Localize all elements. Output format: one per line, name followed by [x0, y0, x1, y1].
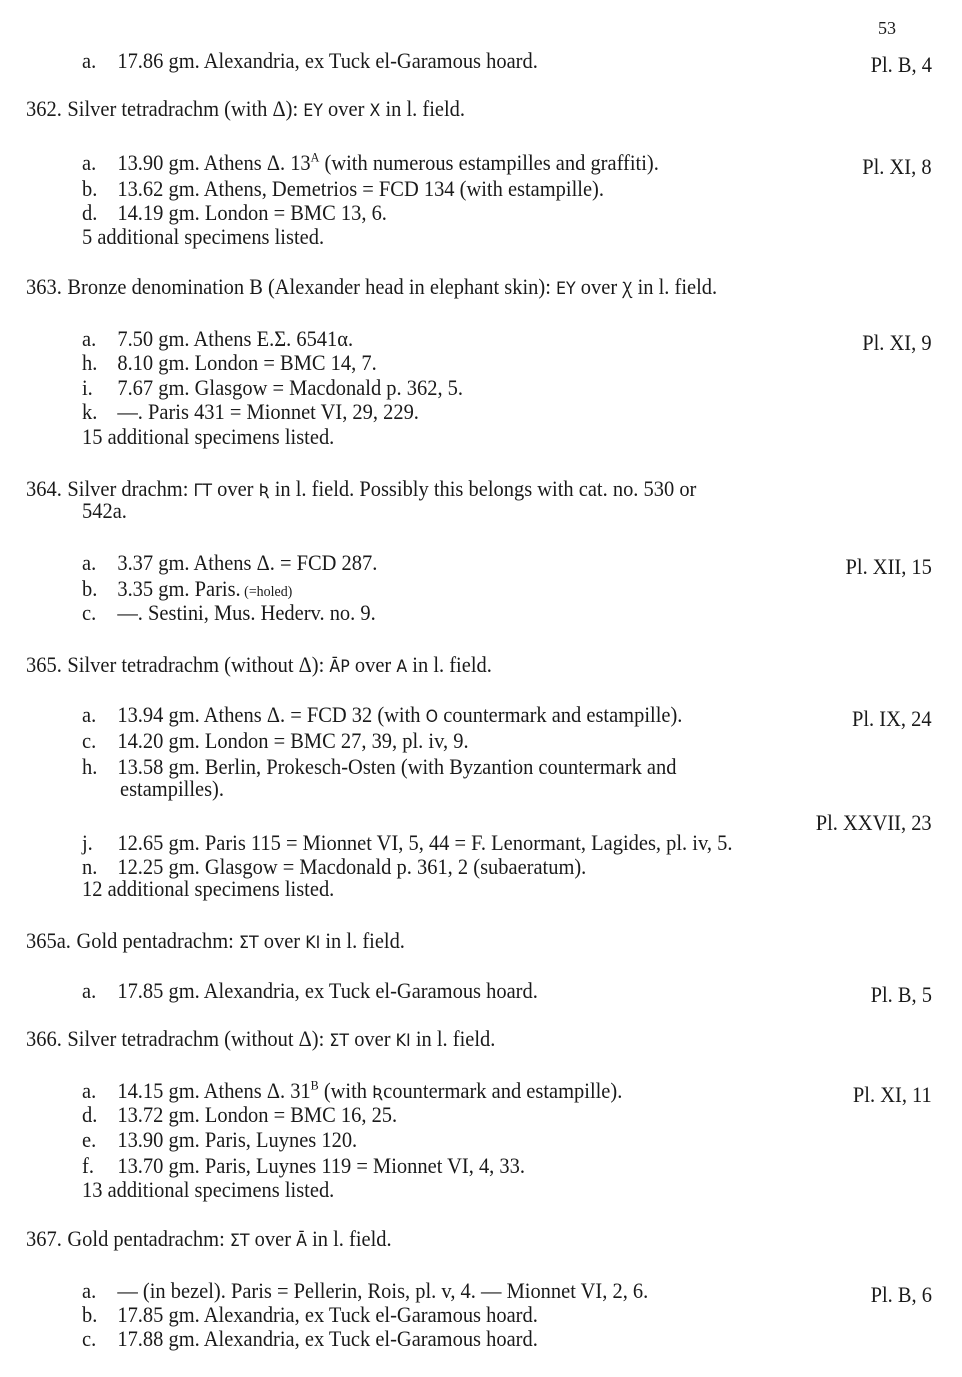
monogram-symbol: ΣT: [229, 1231, 250, 1251]
monogram-symbol: ĀP: [329, 657, 350, 677]
entry-number: 366.: [26, 1026, 62, 1051]
entry-description: over: [249, 1226, 297, 1251]
additional-specimens-note: [82, 1177, 334, 1203]
specimen-line: [82, 728, 469, 754]
entry-description: over: [258, 928, 306, 953]
entry-description: Silver tetradrachm (with Δ):: [67, 96, 304, 121]
plate-reference: Pl. XI, 9: [862, 330, 932, 355]
specimen-line: [82, 200, 387, 226]
note-text: 13 additional specimens listed.: [82, 1177, 335, 1202]
plate-reference: Pl. B, 4: [870, 52, 932, 77]
entry-description: over: [212, 476, 259, 501]
plate-reference: Pl. XII, 15: [845, 554, 932, 579]
monogram-symbol: ΓT: [193, 481, 212, 501]
specimen-text: —. Sestini, Mus. Hederv. no. 9.: [117, 600, 376, 625]
specimen-line: [82, 1278, 648, 1304]
specimen-text: 13.62 gm. Athens, Demetrios = FCD 134 (with estampille).: [117, 176, 604, 201]
specimen-label: b.: [82, 576, 98, 601]
entry-description: Bronze denomination B (Alexander head in elephant skin):: [67, 274, 557, 299]
monogram-symbol: EY: [556, 279, 576, 299]
specimen-line: [82, 1102, 397, 1128]
additional-specimens-note: [82, 424, 334, 450]
monogram-symbol: Ā: [296, 1231, 307, 1251]
note-text: 5 additional specimens listed.: [82, 224, 325, 249]
entry-description: in l. field.: [632, 274, 718, 299]
specimen-label: h.: [82, 350, 98, 375]
specimen-text: 12.25 gm. Glasgow = Macdonald p. 361, 2 (subaeratum).: [117, 854, 587, 879]
specimen-text: 7.50 gm. Athens E.Σ. 6541α.: [117, 326, 354, 351]
specimen-line: [82, 550, 377, 576]
specimen-text: 17.85 gm. Alexandria, ex Tuck el-Garamous hoard.: [117, 1302, 538, 1327]
specimen-text: 3.37 gm. Athens Δ. = FCD 287.: [117, 550, 378, 575]
specimen-label: i.: [82, 375, 93, 400]
specimen-line: [82, 1127, 357, 1153]
additional-specimens-note: [82, 224, 324, 250]
specimen-line: [82, 326, 353, 352]
specimen-text: 3.35 gm. Paris.: [117, 576, 241, 601]
specimen-text: 13.90 gm. Athens Δ. 13: [117, 150, 311, 175]
specimen-line: [82, 350, 377, 376]
monogram-symbol: A: [396, 657, 408, 677]
plate-reference: Pl. B, 5: [870, 982, 932, 1007]
specimen-label: a.: [82, 1278, 97, 1303]
specimen-label: e.: [82, 1127, 97, 1152]
monogram-symbol: Ꭓ: [622, 279, 633, 299]
catalogue-entry-heading: [26, 1226, 392, 1254]
page-number: 53: [878, 18, 896, 38]
entry-number: 367.: [26, 1226, 62, 1251]
monogram-symbol: ΣT: [238, 933, 259, 953]
specimen-text: 13.72 gm. London = BMC 16, 25.: [117, 1102, 398, 1127]
plate-reference: Pl. XI, 11: [853, 1082, 932, 1107]
specimen-label: d.: [82, 200, 98, 225]
entry-number: 365a.: [26, 928, 71, 953]
specimen-label: a.: [82, 702, 97, 727]
specimen-text: 14.20 gm. London = BMC 27, 39, pl. iv, 9.: [117, 728, 469, 753]
specimen-line: [82, 375, 463, 401]
note-text: 15 additional specimens listed.: [82, 424, 335, 449]
entry-description: in l. field.: [306, 1226, 392, 1251]
specimen-label: c.: [82, 1326, 97, 1351]
specimen-line: [82, 702, 682, 730]
specimen-text: estampilles).: [120, 776, 224, 801]
catalogue-entry-heading: [26, 652, 492, 680]
entry-number: 364.: [26, 476, 62, 501]
entry-number: 362.: [26, 96, 62, 121]
specimen-label: c.: [82, 728, 97, 753]
monogram-symbol: X: [369, 101, 381, 121]
countermark-symbol: O: [425, 707, 439, 727]
specimen-text: 17.86 gm. Alexandria, ex Tuck el-Garamous hoard.: [117, 48, 538, 73]
specimen-label: a.: [82, 550, 97, 575]
monogram-symbol: KI: [305, 933, 321, 953]
entry-description: Silver tetradrachm (without Δ):: [67, 1026, 330, 1051]
plate-reference: Pl. XI, 8: [862, 154, 932, 179]
heading-continuation: [82, 498, 127, 524]
specimen-line: [82, 150, 659, 176]
specimen-text: countermark and estampille).: [438, 702, 683, 727]
entry-description: Gold pentadrachm:: [76, 928, 239, 953]
monogram-symbol: Ʀ: [258, 481, 270, 501]
entry-description: over: [349, 1026, 396, 1051]
specimen-text: countermark and estampille).: [383, 1078, 623, 1103]
entry-number: 365.: [26, 652, 62, 677]
specimen-text: 12.65 gm. Paris 115 = Mionnet VI, 5, 44 = F. Lenormant, Lagides, pl. iv, 5.: [117, 830, 733, 855]
entry-description: Silver drachm:: [67, 476, 194, 501]
specimen-label: k.: [82, 399, 98, 424]
specimen-label: b.: [82, 1302, 98, 1327]
specimen-text: 7.67 gm. Glasgow = Macdonald p. 362, 5.: [117, 375, 464, 400]
entry-description: in l. field.: [410, 1026, 496, 1051]
catalogue-entry-heading: [26, 1026, 495, 1054]
specimen-label: c.: [82, 600, 97, 625]
countermark-symbol: Ʀ: [372, 1083, 384, 1103]
monogram-symbol: EY: [303, 101, 323, 121]
monogram-symbol: KI: [395, 1031, 411, 1051]
entry-description: in l. field.: [380, 96, 466, 121]
specimen-line: [82, 1302, 538, 1328]
catalogue-entry-heading: [26, 928, 405, 956]
specimen-line: [82, 830, 732, 856]
specimen-label: h.: [82, 754, 98, 779]
specimen-label: a.: [82, 150, 97, 175]
catalogue-entry-heading: [26, 274, 717, 302]
entry-description: over: [575, 274, 623, 299]
entry-number: 363.: [26, 274, 62, 299]
annotation: (=holed): [240, 584, 293, 600]
specimen-text: —. Paris 431 = Mionnet VI, 29, 229.: [117, 399, 419, 424]
specimen-text: — (in bezel). Paris = Pellerin, Rois, pl. v, 4. — Mionnet VI, 2, 6.: [117, 1278, 649, 1303]
entry-description: Silver tetradrachm (without Δ):: [67, 652, 330, 677]
entry-description: over: [349, 652, 397, 677]
specimen-text: 8.10 gm. London = BMC 14, 7.: [117, 350, 377, 375]
specimen-label: a.: [82, 978, 97, 1003]
note-text: 12 additional specimens listed.: [82, 876, 335, 901]
specimen-label: d.: [82, 1102, 98, 1127]
entry-description: in l. field.: [407, 652, 492, 677]
specimen-label: a.: [82, 48, 97, 73]
specimen-text: 14.15 gm. Athens Δ. 31: [117, 1078, 311, 1103]
specimen-text: 13.58 gm. Berlin, Prokesch-Osten (with Byzantion countermark and: [117, 754, 677, 779]
additional-specimens-note: [82, 876, 334, 902]
specimen-text: (with numerous estampilles and graffiti).: [319, 150, 659, 175]
entry-description: Gold pentadrachm:: [67, 1226, 230, 1251]
entry-description: in l. field. Possibly this belongs with cat. no. 530 or: [269, 476, 697, 501]
specimen-line: [82, 600, 376, 626]
specimen-text: (with: [318, 1078, 373, 1103]
specimen-text: 13.90 gm. Paris, Luynes 120.: [117, 1127, 358, 1152]
specimen-line: [82, 978, 538, 1004]
specimen-label: j.: [82, 830, 93, 855]
plate-reference: Pl. IX, 24: [852, 706, 932, 731]
specimen-text: 17.88 gm. Alexandria, ex Tuck el-Garamous hoard.: [117, 1326, 538, 1351]
specimen-line: [82, 176, 604, 202]
plate-reference: Pl. B, 6: [870, 1282, 932, 1307]
specimen-line: [82, 1153, 525, 1179]
specimen-label: n.: [82, 854, 98, 879]
specimen-line: [82, 399, 419, 425]
monogram-symbol: ΣT: [329, 1031, 350, 1051]
specimen-text: 13.70 gm. Paris, Luynes 119 = Mionnet VI, 4, 33.: [117, 1153, 525, 1178]
specimen-line: [82, 48, 538, 74]
superscript: A: [310, 149, 320, 165]
entry-description: in l. field.: [320, 928, 405, 953]
specimen-text: 17.85 gm. Alexandria, ex Tuck el-Garamous hoard.: [117, 978, 538, 1003]
plate-reference: Pl. XXVII, 23: [816, 810, 932, 835]
entry-description: 542a.: [82, 498, 127, 523]
entry-description: over: [322, 96, 370, 121]
specimen-label: a.: [82, 1078, 97, 1103]
specimen-text: 13.94 gm. Athens Δ. = FCD 32 (with: [117, 702, 426, 727]
specimen-label: b.: [82, 176, 98, 201]
specimen-text: 14.19 gm. London = BMC 13, 6.: [117, 200, 387, 225]
catalogue-entry-heading: [26, 96, 465, 124]
specimen-continuation: [120, 776, 224, 802]
specimen-label: f.: [82, 1153, 94, 1178]
specimen-label: a.: [82, 326, 97, 351]
specimen-line: [82, 1326, 538, 1352]
superscript: B: [310, 1077, 319, 1093]
